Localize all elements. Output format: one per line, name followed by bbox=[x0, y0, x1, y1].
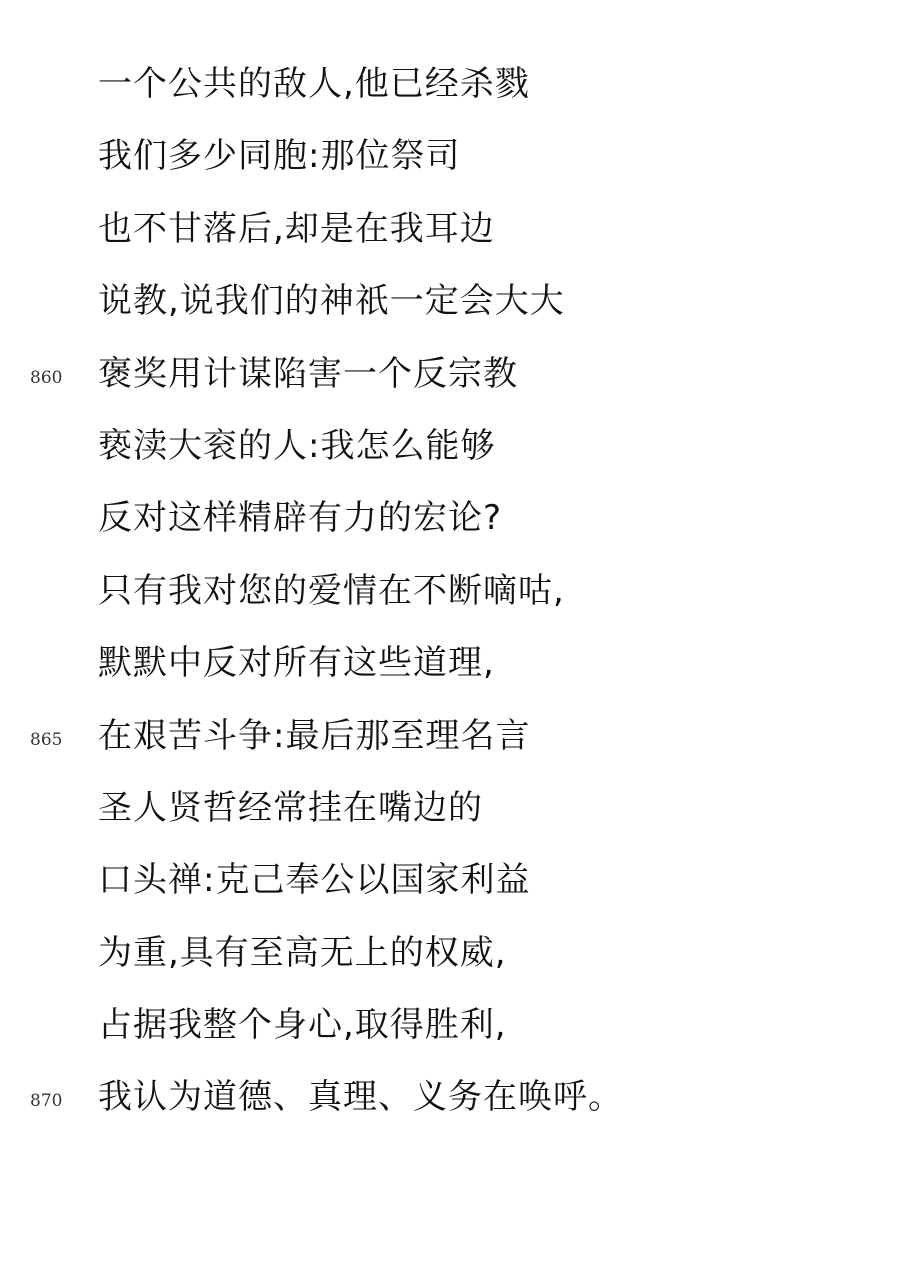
line-text: 我认为道德、真理、义务在唤呼。 bbox=[98, 1077, 623, 1118]
line-text: 为重,具有至高无上的权威, bbox=[98, 932, 507, 973]
line-number: 865 bbox=[30, 729, 63, 750]
line-text: 口头禅:克己奉公以国家利益 bbox=[98, 860, 531, 901]
verse-line bbox=[0, 1067, 900, 1139]
line-number: 860 bbox=[30, 367, 63, 388]
line-text: 亵渎大衮的人:我怎么能够 bbox=[98, 425, 496, 466]
line-text: 褒奖用计谋陷害一个反宗教 bbox=[98, 353, 518, 394]
verse-line bbox=[0, 778, 900, 850]
line-text: 只有我对您的爱情在不断嘀咕, bbox=[98, 570, 565, 611]
line-text: 圣人贤哲经常挂在嘴边的 bbox=[98, 787, 483, 828]
line-text: 在艰苦斗争:最后那至理名言 bbox=[98, 715, 531, 756]
line-text: 占据我整个身心,取得胜利, bbox=[98, 1005, 507, 1046]
line-text: 我们多少同胞:那位祭司 bbox=[98, 136, 461, 177]
verse-line bbox=[0, 416, 900, 488]
verse-line bbox=[0, 633, 900, 705]
verse-line bbox=[0, 923, 900, 995]
verse-line bbox=[0, 561, 900, 633]
poem-verse bbox=[0, 54, 900, 1140]
line-text: 说教,说我们的神祇一定会大大 bbox=[98, 281, 565, 322]
line-text: 反对这样精辟有力的宏论? bbox=[98, 498, 503, 539]
verse-line bbox=[0, 199, 900, 271]
verse-line bbox=[0, 488, 900, 560]
verse-line bbox=[0, 126, 900, 198]
verse-line bbox=[0, 850, 900, 922]
verse-line bbox=[0, 706, 900, 778]
line-text: 一个公共的敌人,他已经杀戮 bbox=[98, 64, 530, 104]
verse-line bbox=[0, 344, 900, 416]
line-text: 默默中反对所有这些道理, bbox=[98, 643, 495, 684]
verse-line bbox=[0, 271, 900, 343]
verse-line bbox=[0, 54, 900, 126]
line-number: 870 bbox=[30, 1091, 63, 1112]
line-text: 也不甘落后,却是在我耳边 bbox=[98, 208, 495, 249]
verse-line bbox=[0, 995, 900, 1067]
